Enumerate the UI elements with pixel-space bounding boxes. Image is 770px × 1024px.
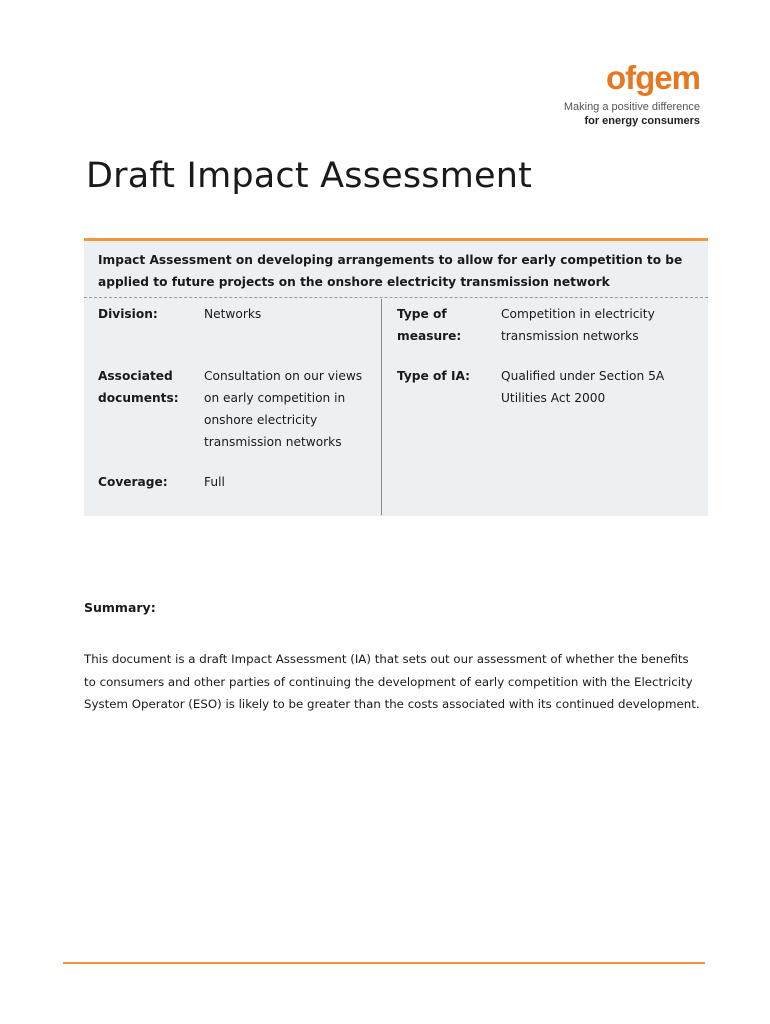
- type-of-ia-label: Type of IA:: [397, 369, 471, 383]
- footer-rule: [63, 962, 705, 964]
- type-of-measure-label-line1: Type of: [397, 307, 447, 321]
- associated-documents-label-line1: Associated: [98, 369, 173, 383]
- logo-tagline-line1: Making a positive difference: [563, 101, 700, 113]
- ofgem-logo: [564, 58, 700, 128]
- type-of-measure-label-line2: measure:: [397, 329, 462, 343]
- impact-assessment-box: [84, 238, 708, 516]
- type-of-ia-value: Qualified under Section 5A Utilities Act 2000: [501, 369, 665, 405]
- ia-box-separator: [84, 297, 708, 298]
- ia-box-heading: Impact Assessment on developing arrangements to allow for early competition to be applied to future projects on the onshore electricity transmission network: [98, 253, 683, 289]
- associated-documents-value: Consultation on our views on early competition in onshore electricity transmission networks: [204, 369, 363, 449]
- associated-documents-label-line2: documents:: [98, 391, 179, 405]
- associated-documents-label: [98, 365, 179, 409]
- summary-paragraph: This document is a draft Impact Assessment (IA) that sets out our assessment of whether the benefits to consumers and other parties of continuing the development of early competition with the Electricity System Operator (ESO) is likely to be greater than the costs associated with its continued development.: [84, 652, 700, 711]
- summary-heading: Summary:: [84, 600, 156, 615]
- document-title: Draft Impact Assessment: [86, 156, 533, 196]
- type-of-measure-label: [397, 303, 461, 347]
- division-value: Networks: [204, 307, 262, 321]
- ia-box-column-divider: [381, 299, 382, 515]
- division-label: Division:: [98, 307, 158, 321]
- logo-wordmark: ofgem: [606, 59, 700, 96]
- coverage-value: Full: [204, 475, 225, 489]
- type-of-measure-value: Competition in electricity transmission networks: [501, 307, 655, 343]
- coverage-label: Coverage:: [98, 475, 168, 489]
- logo-tagline-line2: for energy consumers: [584, 115, 700, 127]
